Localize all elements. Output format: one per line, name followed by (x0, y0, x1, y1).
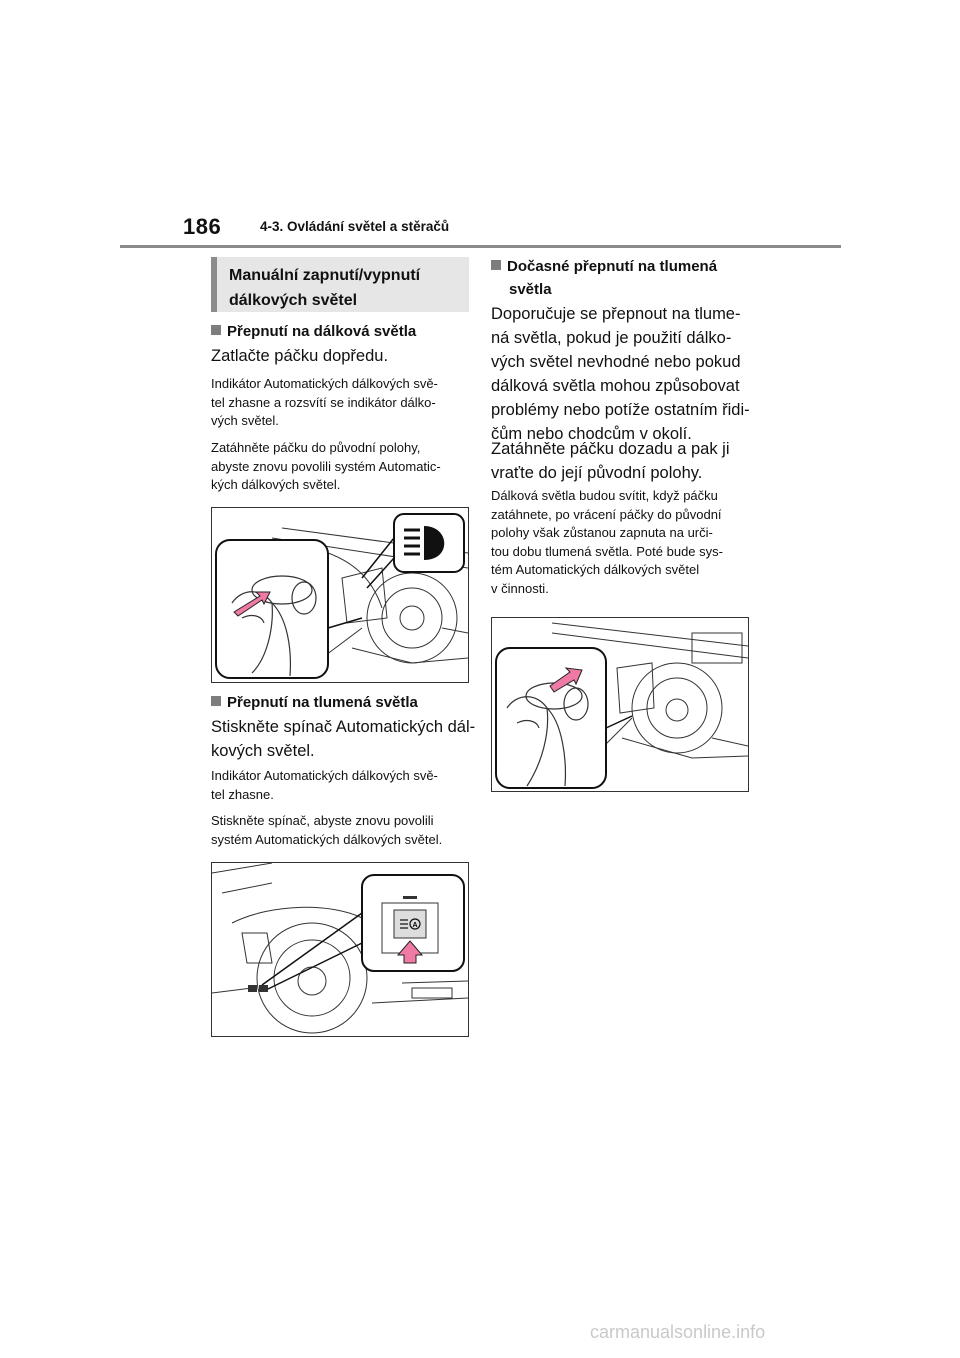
subheading-text: Přepnutí na dálková světla (227, 323, 417, 340)
note-line: polohy však zůstanou zapnuta na urči- (491, 525, 713, 541)
section-title-line1: Manuální zapnutí/vypnutí (229, 267, 421, 284)
note-line: Zatáhněte páčku do původní polohy, (211, 440, 421, 455)
header-rule (120, 245, 841, 248)
note-low-beam-2 (211, 812, 442, 849)
note-line: tou dobu tlumená světla. Poté bude sys- (491, 543, 723, 559)
section-heading (211, 257, 469, 312)
lead-line: kových světel. (211, 742, 315, 760)
lead-line: Doporučuje se přepnout na tlume- (491, 305, 741, 323)
section-title-line2: dálkových světel (229, 292, 358, 309)
figure-push-lever (211, 507, 469, 683)
subheading-text: Dočasné přepnutí na tlumená (507, 258, 718, 275)
subheading-text: světla (509, 281, 552, 298)
note-high-beam-1 (211, 375, 438, 431)
lead-line: problémy nebo potíže ostatním řidi- (491, 401, 750, 419)
note-line: tel zhasne. (211, 786, 274, 802)
note-line: vých světel. (211, 413, 279, 429)
figure-pull-lever (491, 617, 749, 792)
svg-text:A: A (412, 922, 418, 929)
square-bullet-icon (211, 696, 221, 706)
subheading-high-beam (211, 320, 416, 343)
dashboard-illustration (492, 618, 748, 791)
lead-line: vraťte do její původní polohy. (491, 464, 703, 482)
subheading-text: Přepnutí na tlumená světla (227, 694, 418, 711)
square-bullet-icon (491, 260, 501, 270)
lead-line: vých světel nevhodné nebo pokud (491, 353, 741, 371)
note-line: Indikátor Automatických dálkových svě- (211, 768, 438, 783)
watermark: carmanualsonline.info (590, 1322, 766, 1342)
square-bullet-icon (211, 325, 221, 335)
note-line: Dálková světla budou svítit, když páčku (491, 488, 718, 503)
page-number: 186 (183, 214, 222, 239)
dashboard-illustration (212, 863, 468, 1036)
note-line: tel zhasne a rozsvítí se indikátor dálko- (211, 394, 436, 410)
note-line: systém Automatických dálkových světel. (211, 831, 443, 847)
note-temporary (491, 487, 723, 599)
lead-temporary-1 (491, 302, 750, 446)
subheading-temporary-low-beam (491, 255, 717, 301)
note-line: v činnosti. (491, 580, 549, 596)
lead-line: Zatáhněte páčku dozadu a pak ji (491, 440, 730, 458)
section-title (229, 263, 420, 313)
note-line: tém Automatických dálkových světel (491, 562, 700, 578)
note-line: Indikátor Automatických dálkových svě- (211, 376, 438, 391)
note-line: abyste znovu povolili systém Automatic- (211, 458, 441, 474)
figure-auto-high-beam-switch (211, 862, 469, 1037)
lead-line: dálková světla mohou způsobovat (491, 377, 740, 395)
lead-temporary-2 (491, 437, 730, 485)
lead-low-beam (211, 715, 475, 763)
note-line: zatáhnete, po vrácení páčky do původní (491, 506, 722, 522)
note-low-beam-1 (211, 767, 438, 804)
chapter-title: 4-3. Ovládání světel a stěračů (260, 219, 450, 234)
subheading-low-beam (211, 691, 418, 714)
lever-detail-callout (496, 648, 606, 788)
lead-line: ná světla, pokud je použití dálko- (491, 329, 732, 347)
lead-line: Stiskněte spínač Automatických dál- (211, 718, 476, 736)
lead-high-beam: Zatlačte páčku dopředu. (211, 347, 389, 365)
dashboard-illustration (212, 508, 468, 682)
lead-line: čům nebo chodcům v okolí. (491, 425, 692, 443)
note-line: Stiskněte spínač, abyste znovu povolili (211, 813, 434, 828)
note-line: kých dálkových světel. (211, 477, 341, 493)
note-high-beam-2 (211, 439, 441, 495)
